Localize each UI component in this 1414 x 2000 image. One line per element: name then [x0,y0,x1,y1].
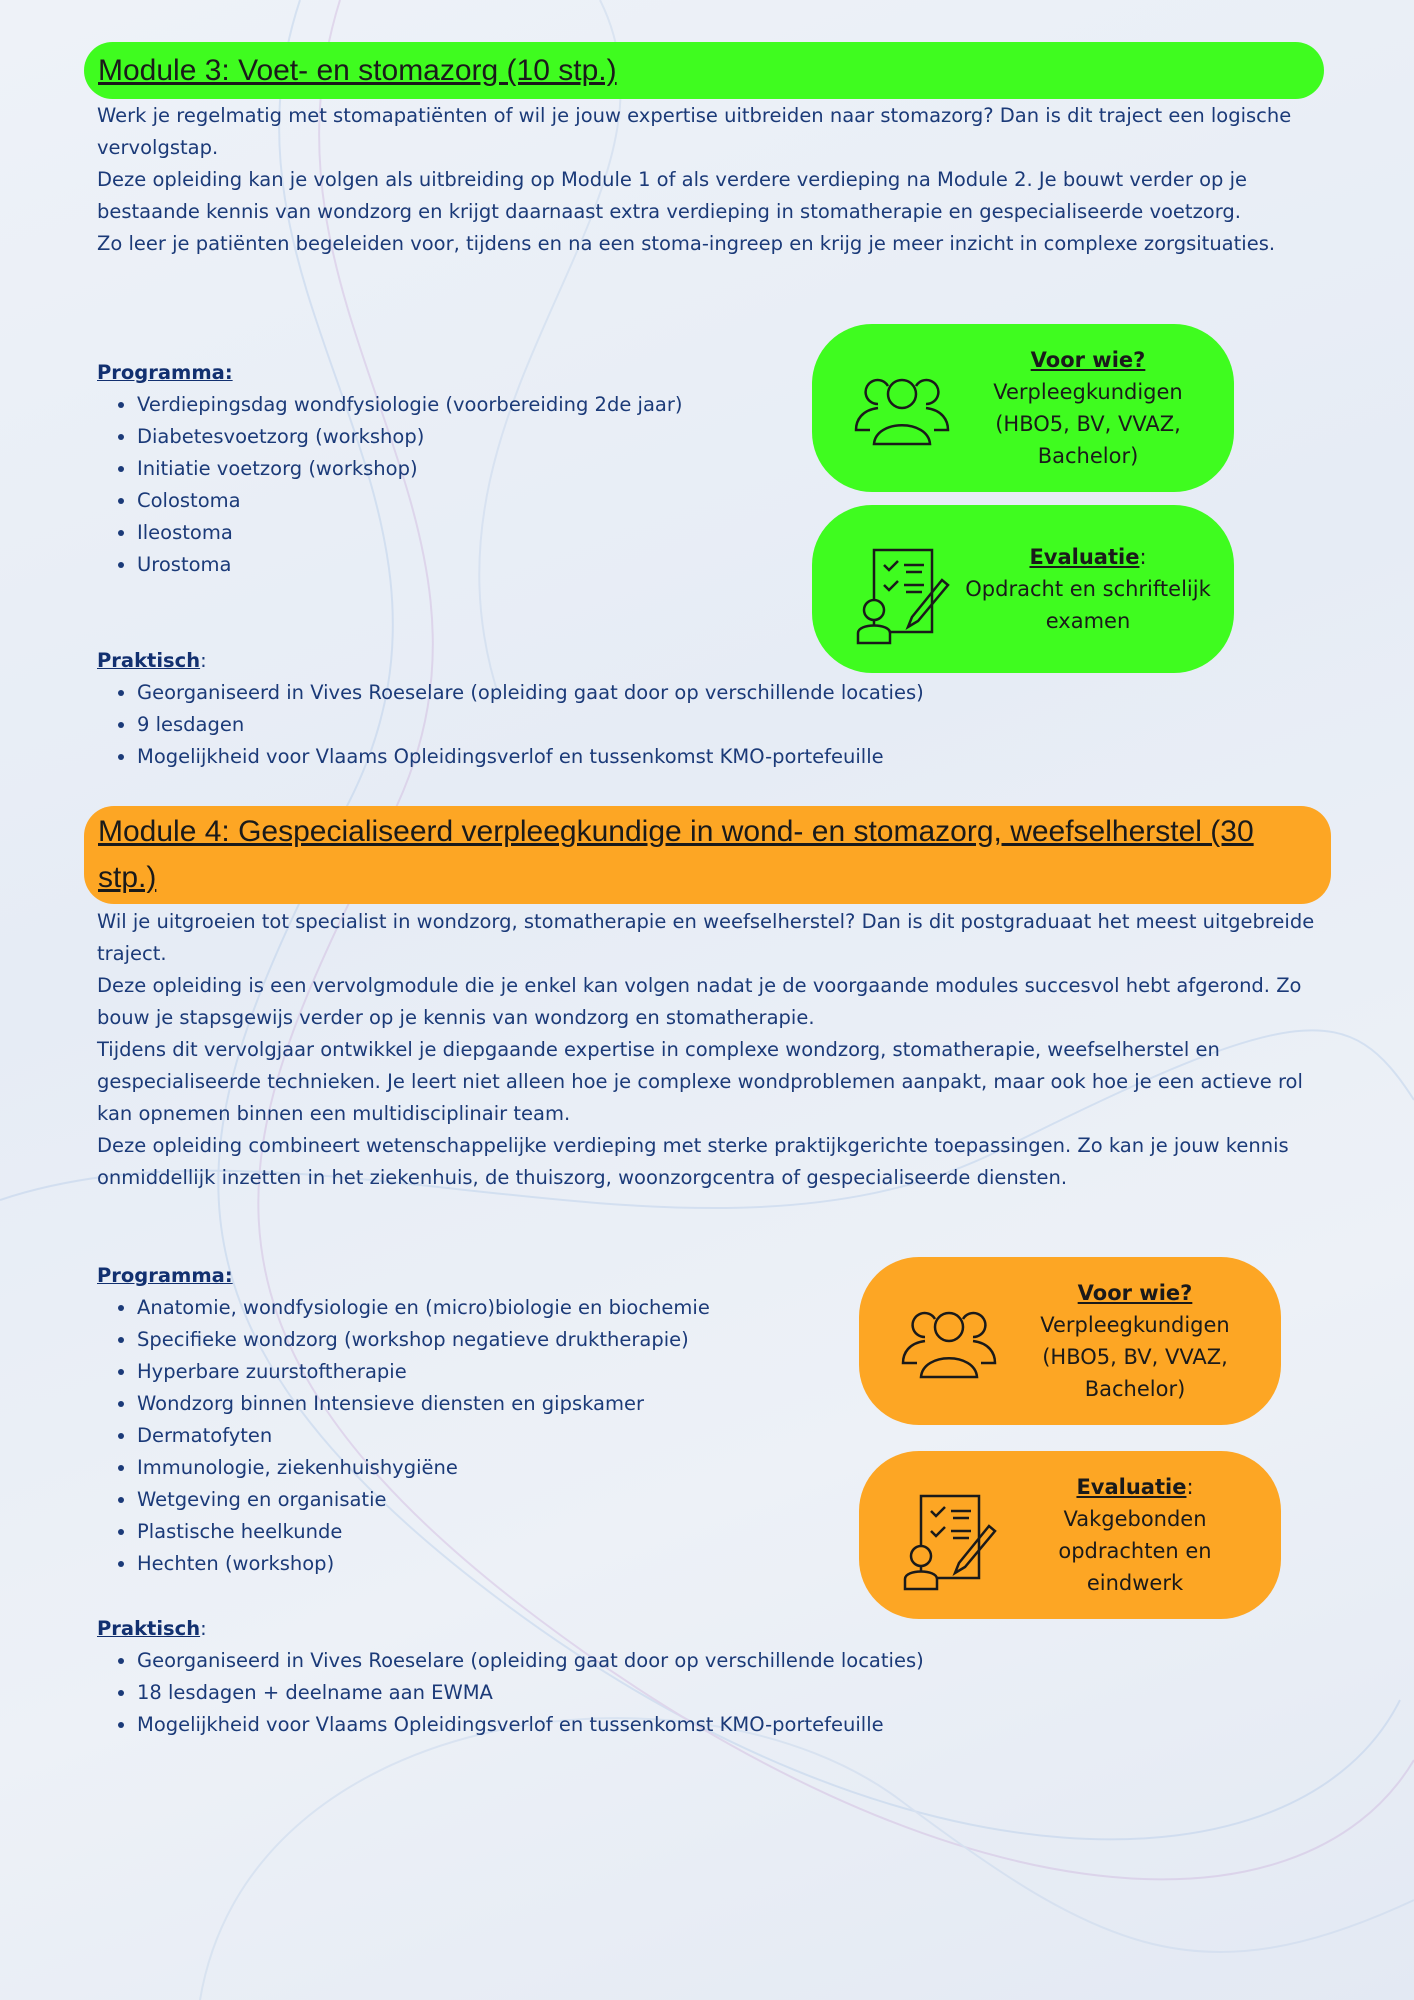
paragraph: Deze opleiding is een vervolgmodule die je enkel kan volgen nadat je de voorgaande modules succesvol hebt afgerond. Zo bouw je stapsgewijs verder op je kennis van wondzorg en stomatherapie. [97,974,1302,1029]
list-item: • Mogelijkheid voor Vlaams Opleidingsverlof en tussenkomst KMO-portefeuille [137,741,1322,773]
paragraph: Deze opleiding combineert wetenschappelijke verdieping met sterke praktijkgerichte toepassingen. Zo kan je jouw kennis onmiddellijk inzetten in het ziekenhuis, de thuiszorg, woonzorgcentra of gespecialiseerde diensten. [97,1134,1289,1189]
paragraph: Deze opleiding kan je volgen als uitbreiding op Module 1 of als verdere verdieping na Module 2. Je bouwt verder op je bestaande kennis van wondzorg en krijgt daarnaast extra verdieping in stomatherapie en gespecialiseerde voetzorg. [97,168,1248,223]
paragraph: Tijdens dit vervolgjaar ontwikkel je diepgaande expertise in complexe wondzorg, stomatherapie, weefselherstel en gespecialiseerde technieken. Je leert niet alleen hoe je complexe wondproblemen aanpakt, maar ook hoe je een actieve rol kan opnemen binnen een multidisciplinair team. [97,1038,1303,1125]
group-icon [852,364,952,464]
list-item: • Wondzorg binnen Intensieve diensten en gipskamer [137,1388,847,1420]
module-3-voor-wie-card [812,324,1234,492]
list-item: • Wetgeving en organisatie [137,1484,847,1516]
list-item: • Dermatofyten [137,1420,847,1452]
list-item: • Georganiseerd in Vives Roeselare (opleiding gaat door op verschillende locaties) [137,1645,1322,1677]
module-3-title: Module 3: Voet- en stomazorg (10 stp.) [84,42,1324,99]
programma-label: Programma: [97,1264,233,1287]
module-3-programma [97,357,797,581]
paragraph: Zo leer je patiënten begeleiden voor, tijdens en na een stoma-ingreep en krijg je meer inzicht in complexe zorgsituaties. [97,232,1276,255]
module-4-praktisch: Praktisch: • Georganiseerd in Vives Roeselare (opleiding gaat door op verschillende locaties) • 18 lesdagen + deelname aan EWMA • Mogelijkheid voor Vlaams Opleidingsverlof en tussenkomst KMO-portefeuille [97,1613,1322,1741]
list-item: • Hyperbare zuurstoftherapie [137,1356,847,1388]
list-item: • Specifieke wondzorg (workshop negatieve druktherapie) [137,1324,847,1356]
list-item: • Mogelijkheid voor Vlaams Opleidingsverlof en tussenkomst KMO-portefeuille [137,1709,1322,1741]
module-4-intro [97,906,1322,1194]
evaluatie-text: Opdracht en schriftelijk examen [965,577,1211,633]
praktisch-label: Praktisch [97,1617,201,1640]
list-item: • Initiatie voetzorg (workshop) [137,453,797,485]
voor-wie-text: Verpleegkundigen (HBO5, BV, VVAZ, Bachelor) [993,380,1183,468]
module-4-voor-wie-card [859,1257,1281,1425]
evaluatie-title: Evaluatie [1076,1475,1187,1499]
checklist-person-icon [899,1491,999,1591]
checklist-person-icon [852,545,952,645]
module-4-programma [97,1260,847,1580]
module-3-evaluatie-card: Evaluatie: Opdracht en schriftelijk examen [812,505,1234,673]
module-3-intro [97,100,1322,260]
list-item: • Ileostoma [137,517,797,549]
list-item: • Diabetesvoetzorg (workshop) [137,421,797,453]
module-3-praktisch: Praktisch: • Georganiseerd in Vives Roeselare (opleiding gaat door op verschillende locaties) • 9 lesdagen • Mogelijkheid voor Vlaams Opleidingsverlof en tussenkomst KMO-portefeuille [97,645,1322,773]
list-item: • Hechten (workshop) [137,1548,847,1580]
paragraph: Werk je regelmatig met stomapatiënten of wil je jouw expertise uitbreiden naar stomazorg? Dan is dit traject een logische vervolgstap. [97,104,1292,159]
list-item: • Verdiepingsdag wondfysiologie (voorbereiding 2de jaar) [137,389,797,421]
praktisch-label: Praktisch [97,649,201,672]
module-4-evaluatie-card: Evaluatie: Vakgebonden opdrachten en eindwerk [859,1451,1281,1619]
list-item: • Georganiseerd in Vives Roeselare (opleiding gaat door op verschillende locaties) [137,677,1322,709]
voor-wie-title: Voor wie? [1077,1281,1193,1305]
evaluatie-title: Evaluatie [1029,545,1140,569]
voor-wie-title: Voor wie? [1030,348,1146,372]
list-item: • Colostoma [137,485,797,517]
paragraph: Wil je uitgroeien tot specialist in wondzorg, stomatherapie en weefselherstel? Dan is dit postgraduaat het meest uitgebreide traject. [97,910,1315,965]
list-item: • Anatomie, wondfysiologie en (micro)biologie en biochemie [137,1292,847,1324]
evaluatie-text: Vakgebonden opdrachten en eindwerk [1058,1507,1212,1595]
voor-wie-text: Verpleegkundigen (HBO5, BV, VVAZ, Bachelor) [1040,1313,1230,1401]
list-item: • 9 lesdagen [137,709,1322,741]
list-item: • Urostoma [137,549,797,581]
group-icon [899,1297,999,1397]
module-4-title: Module 4: Gespecialiseerd verpleegkundige in wond- en stomazorg, weefselherstel (30 stp.) [84,806,1331,904]
list-item: • Immunologie, ziekenhuishygiëne [137,1452,847,1484]
list-item: • Plastische heelkunde [137,1516,847,1548]
list-item: • 18 lesdagen + deelname aan EWMA [137,1677,1322,1709]
programma-label: Programma: [97,361,233,384]
